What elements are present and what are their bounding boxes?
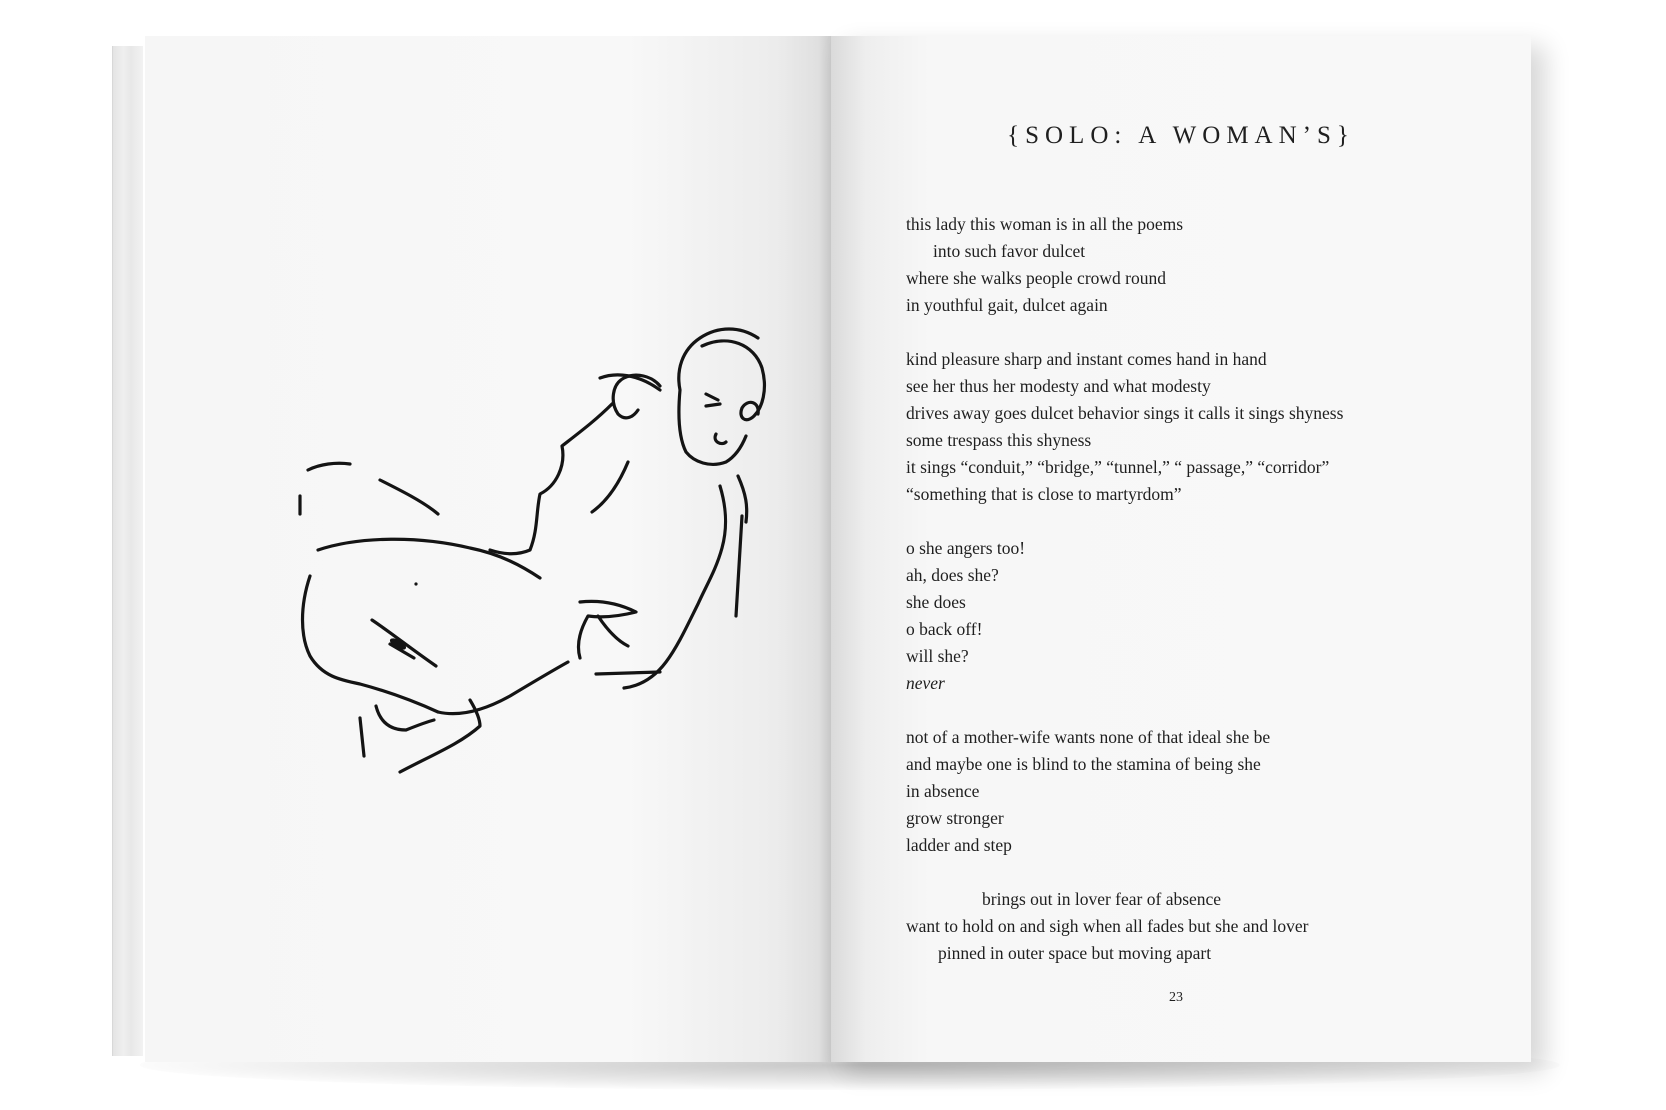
poem-line: see her thus her modesty and what modesty [906, 376, 1211, 396]
figure-sketch-illustration [240, 286, 800, 846]
poem-line: some trespass this shyness [906, 430, 1092, 450]
stanza [906, 211, 1526, 319]
poem-line: brings out in lover fear of absence [982, 889, 1222, 909]
stanza-break [906, 319, 1526, 346]
stanza [906, 886, 1526, 967]
poem-line: ladder and step [906, 835, 1012, 855]
stanza-break [906, 859, 1526, 886]
stanza-break [906, 508, 1526, 535]
poem-body [906, 211, 1526, 967]
stanza [906, 346, 1526, 508]
poem-line: not of a mother-wife wants none of that ideal she be [906, 727, 1271, 747]
poem-line: grow stronger [906, 808, 1004, 828]
poem-line: drives away goes dulcet behavior sings it calls it sings shyness [906, 403, 1344, 423]
poem-line: into such favor dulcet [933, 241, 1086, 261]
stanza [906, 535, 1526, 697]
poem-line: ah, does she? [906, 565, 999, 585]
poem-line: in absence [906, 781, 980, 801]
page-number: 23 [1169, 990, 1183, 1005]
left-page [145, 36, 831, 1062]
page-edges [112, 46, 143, 1056]
poem-line: kind pleasure sharp and instant comes hand in hand [906, 349, 1267, 369]
stanza [906, 724, 1526, 859]
poem-line: want to hold on and sigh when all fades but she and lover [906, 916, 1309, 936]
poem-line: and maybe one is blind to the stamina of being she [906, 754, 1261, 774]
poem-line: where she walks people crowd round [906, 268, 1166, 288]
poem-line-italic: never [906, 673, 945, 693]
poem-line: she does [906, 592, 966, 612]
poem-line: in youthful gait, dulcet again [906, 295, 1108, 315]
poem-line: o back off! [906, 619, 983, 639]
poem-title: {SOLO: A WOMAN’S} [1007, 122, 1355, 149]
poem-line: will she? [906, 646, 969, 666]
stanza-break [906, 697, 1526, 724]
poem-line: o she angers too! [906, 538, 1026, 558]
poem-line: this lady this woman is in all the poems [906, 214, 1184, 234]
poem-line: “something that is close to martyrdom” [906, 484, 1182, 504]
poem-line: pinned in outer space but moving apart [938, 943, 1212, 963]
poem-line: it sings “conduit,” “bridge,” “tunnel,” “ passage,” “corridor” [906, 457, 1330, 477]
